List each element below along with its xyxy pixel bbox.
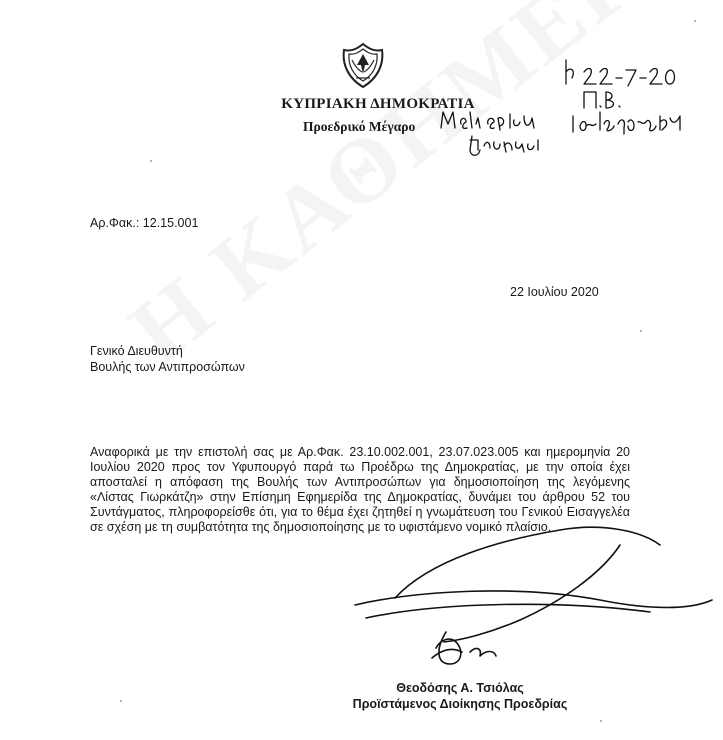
recipient-line-1: Γενικό Διευθυντή: [90, 344, 183, 358]
scan-speck: [640, 330, 642, 332]
scan-speck: [150, 160, 152, 162]
file-reference: Αρ.Φακ.: 12.15.001: [90, 216, 199, 230]
letter-body: Αναφορικά με την επιστολή σας με Αρ.Φακ. 23.10.002.001, 23.07.023.005 και ημερομηνία 20 Ιουλίου 2020 προς τον Υφυπουργό παρά τω Προέδρω της Δημοκρατίας, με την οποία έχει αποσταλεί η απόφαση της Βουλής των Αντιπροσώπων για δημοσιοποίηση της λεγόμενης «Λίστας Γιωρκάτζη» στην Επίσημη Εφημερίδα της Δημοκρατίας, δυνάμει του άρθρου 52 του Συντάγματος, πληροφορείσθε ότι, για το θέμα έχει ζητηθεί η γνωμάτευση του Γενικού Εισαγγελέα σε σχέση με τη συμβατότητα της δημοσιοποίησης με το υφιστάμενο νομικό πλαίσιο.: [90, 445, 630, 534]
scan-speck: [694, 20, 696, 22]
scan-speck: [120, 700, 122, 702]
signatory-block: [340, 680, 580, 712]
republic-name: ΚΥΠΡΙΑΚΗ ΔΗΜΟΚΡΑΤΙΑ: [281, 96, 475, 112]
scan-speck: [600, 720, 602, 722]
signatory-name: Θεοδόσης Α. Τσιόλας: [396, 681, 524, 695]
letter-date: 22 Ιουλίου 2020: [510, 285, 599, 299]
office-name: Προεδρικό Μέγαρο: [303, 119, 416, 134]
signatory-title: Προϊστάμενος Διοίκησης Προεδρίας: [352, 697, 568, 711]
recipient-line-2: Βουλής των Αντιπροσώπων: [90, 360, 245, 374]
